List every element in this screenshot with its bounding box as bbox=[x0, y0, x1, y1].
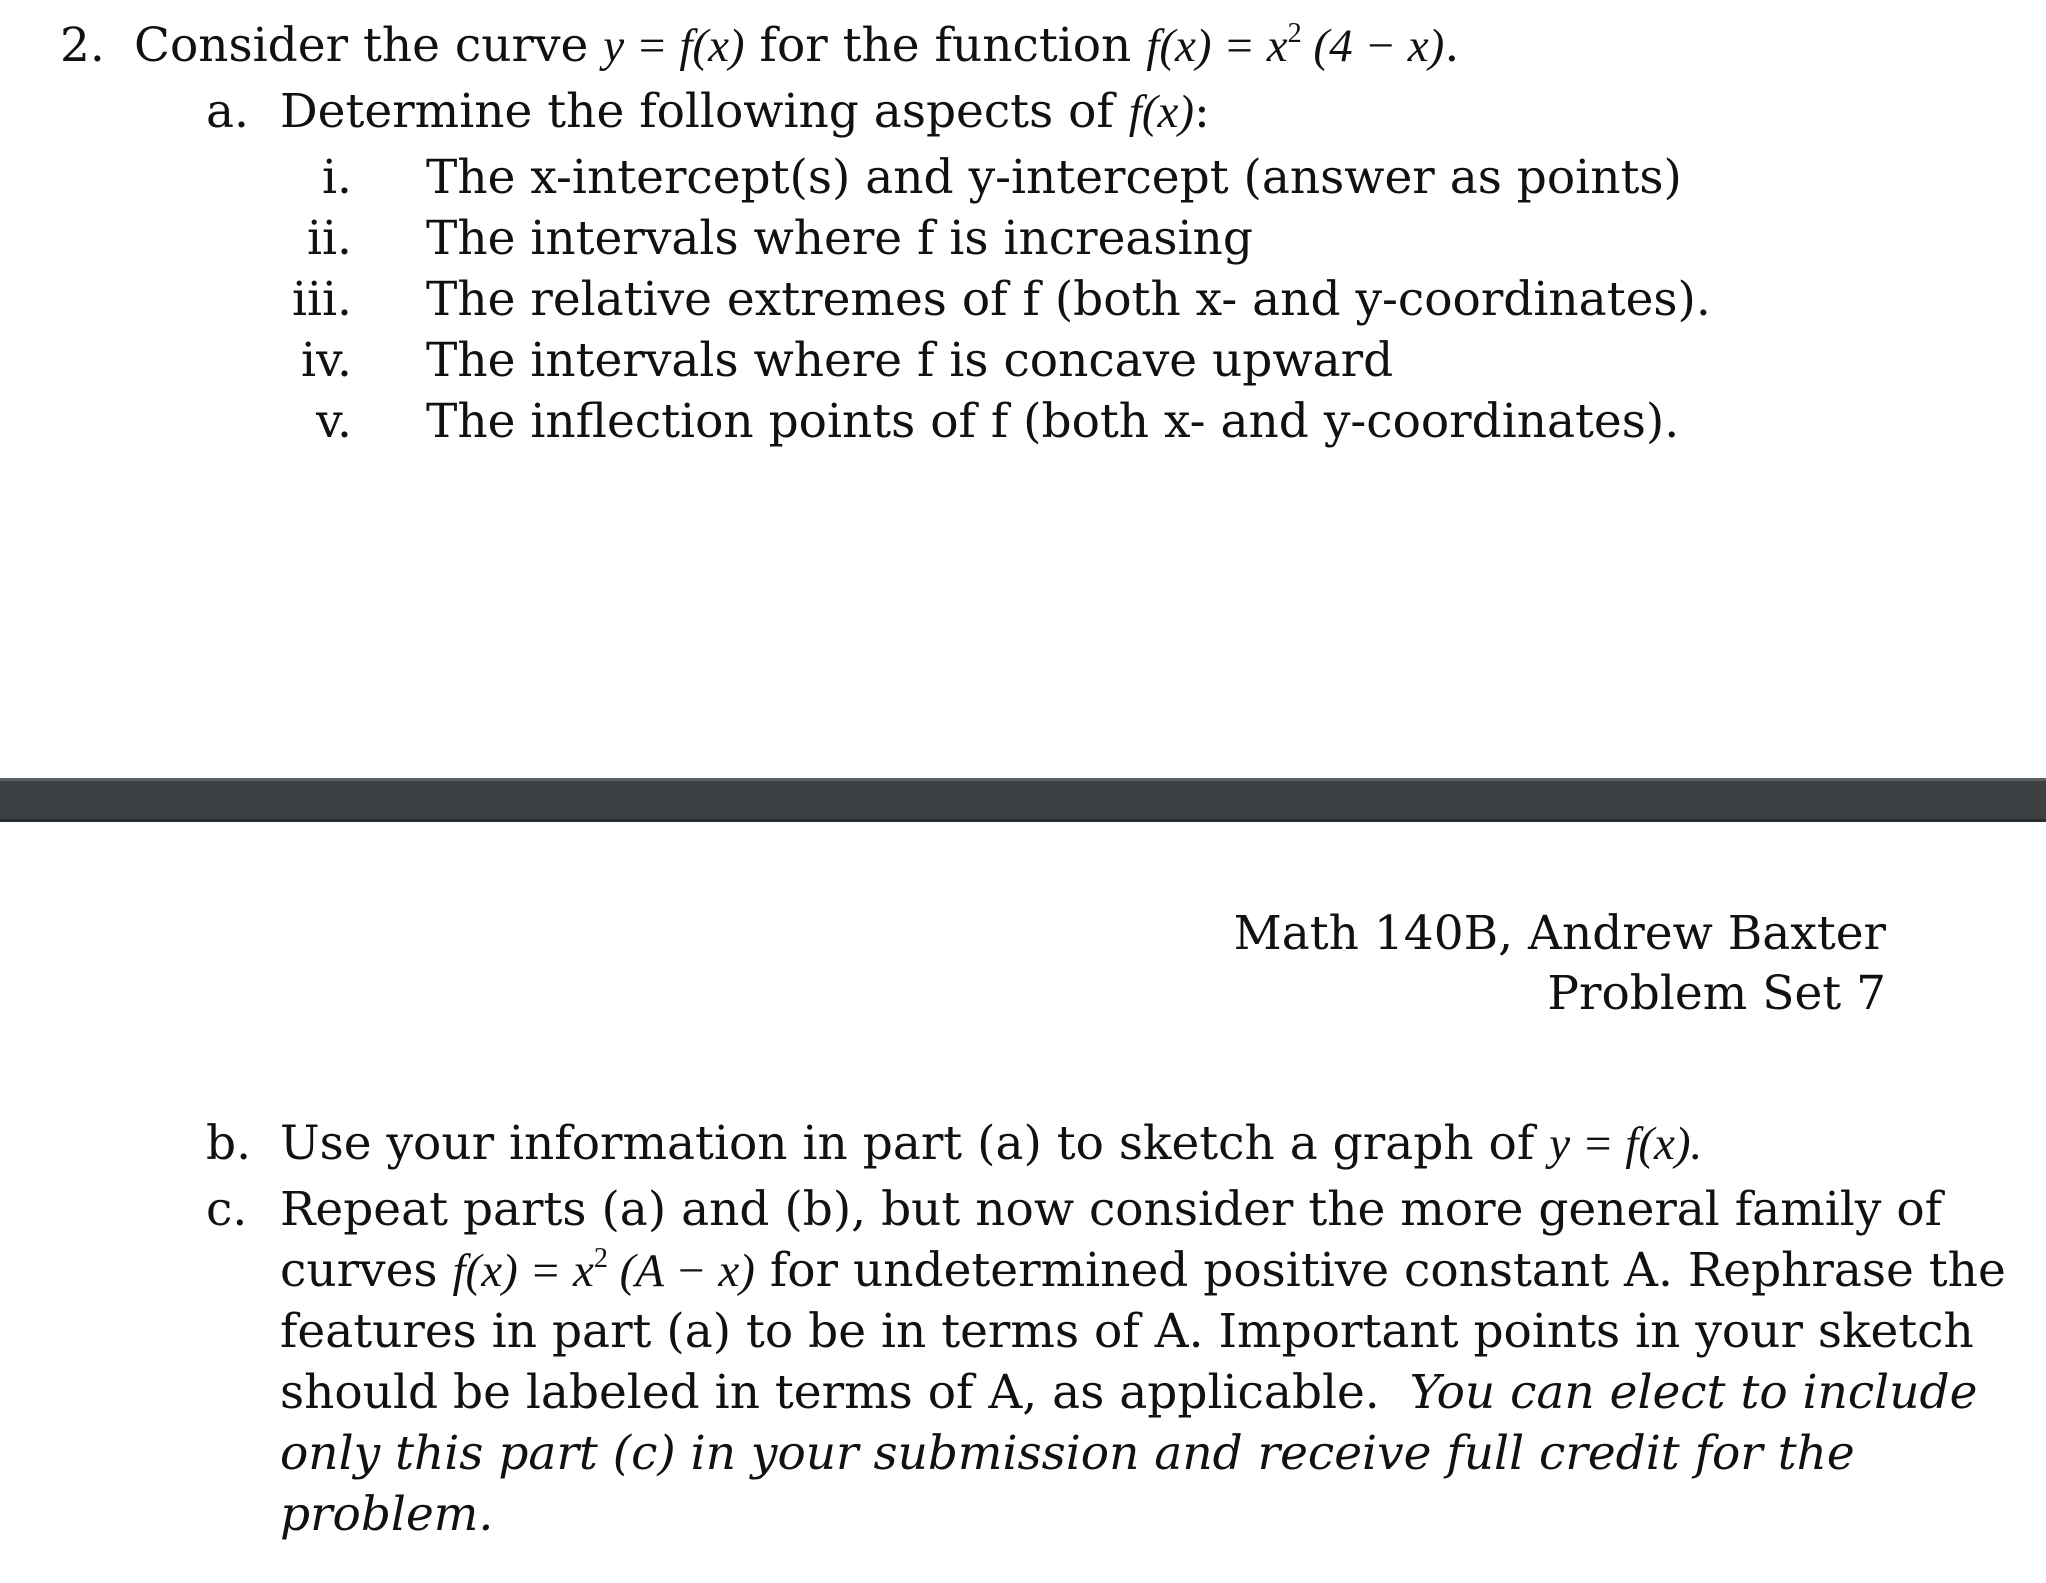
list-item: The inflection points of f (both x- and y-coordinates). bbox=[426, 394, 1680, 449]
intro-mid: for the function bbox=[759, 18, 1132, 73]
part-a-text: Determine the following aspects of f(x): bbox=[280, 84, 1210, 139]
part-b-label: b. bbox=[206, 1116, 252, 1171]
part-c-line-4: should be labeled in terms of A, as applicable. You can elect to include bbox=[280, 1365, 1978, 1420]
intro-function: $f(x) = x^2$ (4 − x) bbox=[1146, 17, 1445, 72]
problem-number: 2. bbox=[60, 18, 105, 73]
list-item: The intervals where f is concave upward bbox=[426, 333, 1394, 388]
part-c-line-5: only this part (c) in your submission and receive full credit for the bbox=[280, 1426, 1855, 1481]
item-numeral: iii. bbox=[291, 272, 352, 327]
part-c-line-3: features in part (a) to be in terms of A. Important points in your sketch bbox=[280, 1304, 1974, 1359]
list-item: The intervals where f is increasing bbox=[426, 211, 1253, 266]
list-item: The relative extremes of f (both x- and y-coordinates). bbox=[426, 272, 1711, 327]
part-c-line-1: Repeat parts (a) and (b), but now consider the more general family of bbox=[280, 1182, 1943, 1237]
part-b-func: y = f(x). bbox=[1549, 1118, 1703, 1170]
course-header: Math 140B, Andrew Baxter bbox=[1233, 906, 1886, 961]
problem-set-header: Problem Set 7 bbox=[1547, 966, 1886, 1021]
intro-text: Consider the curve bbox=[134, 18, 589, 73]
part-b-text: Use your information in part (a) to sketch a graph of y = f(x). bbox=[280, 1116, 1703, 1171]
intro-curve: y = f(x) bbox=[603, 20, 745, 72]
credit-note: You can elect to include bbox=[1409, 1365, 1978, 1420]
intro-end: . bbox=[1444, 18, 1460, 73]
part-c-label: c. bbox=[206, 1182, 248, 1237]
item-numeral: iv. bbox=[301, 333, 352, 388]
part-a-label: a. bbox=[206, 84, 249, 139]
part-c-line-2: curves $f(x) = x^2$ (A − x) for undetermined positive constant A. Rephrase the bbox=[280, 1242, 2006, 1298]
part-a-func: f(x) bbox=[1128, 86, 1195, 138]
item-numeral: v. bbox=[316, 394, 352, 449]
part-c-func: $f(x) = x^2$ (A − x) bbox=[452, 1242, 755, 1297]
part-c-line-6: problem. bbox=[280, 1487, 494, 1542]
item-numeral: i. bbox=[322, 150, 352, 205]
list-item: The x-intercept(s) and y-intercept (answer as points) bbox=[426, 150, 1682, 205]
item-numeral: ii. bbox=[306, 211, 352, 266]
page-divider bbox=[0, 778, 2046, 822]
problem-intro bbox=[134, 16, 1459, 76]
